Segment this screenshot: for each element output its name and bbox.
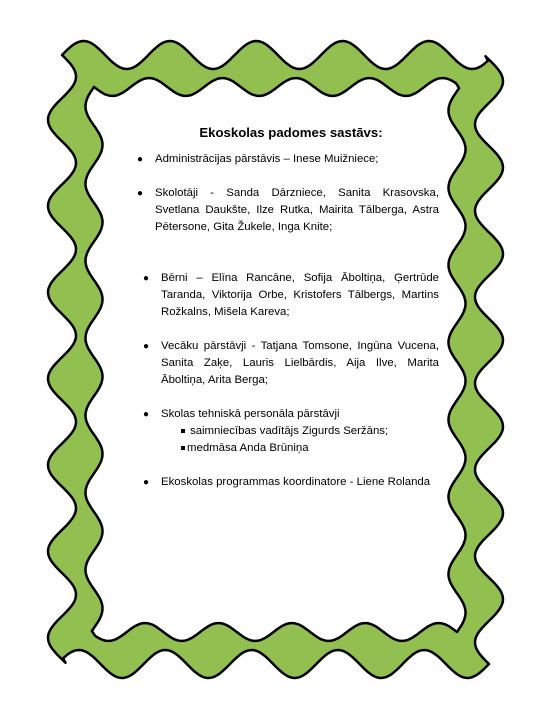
list-item-children [141, 270, 439, 321]
sub-item-nurse [135, 440, 439, 457]
list-item-coordinator [141, 474, 439, 491]
list-item-parents [141, 338, 439, 389]
list-item-administration [135, 151, 439, 168]
bullet-icon: ● [143, 409, 150, 420]
sub-item-text: medmāsa Anda Brūniņa [187, 442, 309, 454]
bullet-icon: ● [143, 273, 150, 284]
list-item-text: Ekoskolas programmas koordinatore - Liene Rolanda [161, 476, 431, 488]
list-item-text: Bērni – Elīna Rancāne, Sofija Āboltiņa, Ģertrūde Taranda, Viktorija Orbe, Kristofers Tālbergs, Martins Rožkalns, Mišela Kareva; [161, 272, 439, 318]
list-item-text: Vecāku pārstāvji - Tatjana Tomsone, Ingūna Vucena, Sanita Zaķe, Lauris Lielbārdis, Aija Ilve, Marita Āboltiņa, Arita Berga; [161, 340, 439, 386]
list-item-teachers [135, 185, 439, 236]
bullet-icon: ● [143, 477, 150, 488]
sub-item-text: saimniecības vadītājs Zigurds Seržāns; [190, 425, 389, 437]
document-title: Ekoskolas padomes sastāvs: [199, 125, 383, 140]
list-item-text: Skolas tehniskā personāla pārstāvji [161, 408, 340, 420]
bullet-icon: ● [137, 188, 144, 199]
list-item-text: Skolotāji - Sanda Dārzniece, Sanita Krasovska, Svetlana Daukšte, Ilze Rutka, Mairita Tālberga, Astra Pētersone, Gita Žukele, Inga Knite; [155, 187, 439, 233]
sub-item-household-manager [135, 423, 439, 440]
square-bullet-icon [181, 429, 185, 433]
bullet-icon: ● [143, 341, 150, 352]
document-content [135, 124, 439, 491]
list-item-text: Administrācijas pārstāvis – Inese Muižniece; [155, 153, 379, 165]
bullet-icon: ● [137, 154, 144, 165]
square-bullet-icon [181, 446, 185, 450]
list-item-technical-staff [141, 406, 439, 423]
